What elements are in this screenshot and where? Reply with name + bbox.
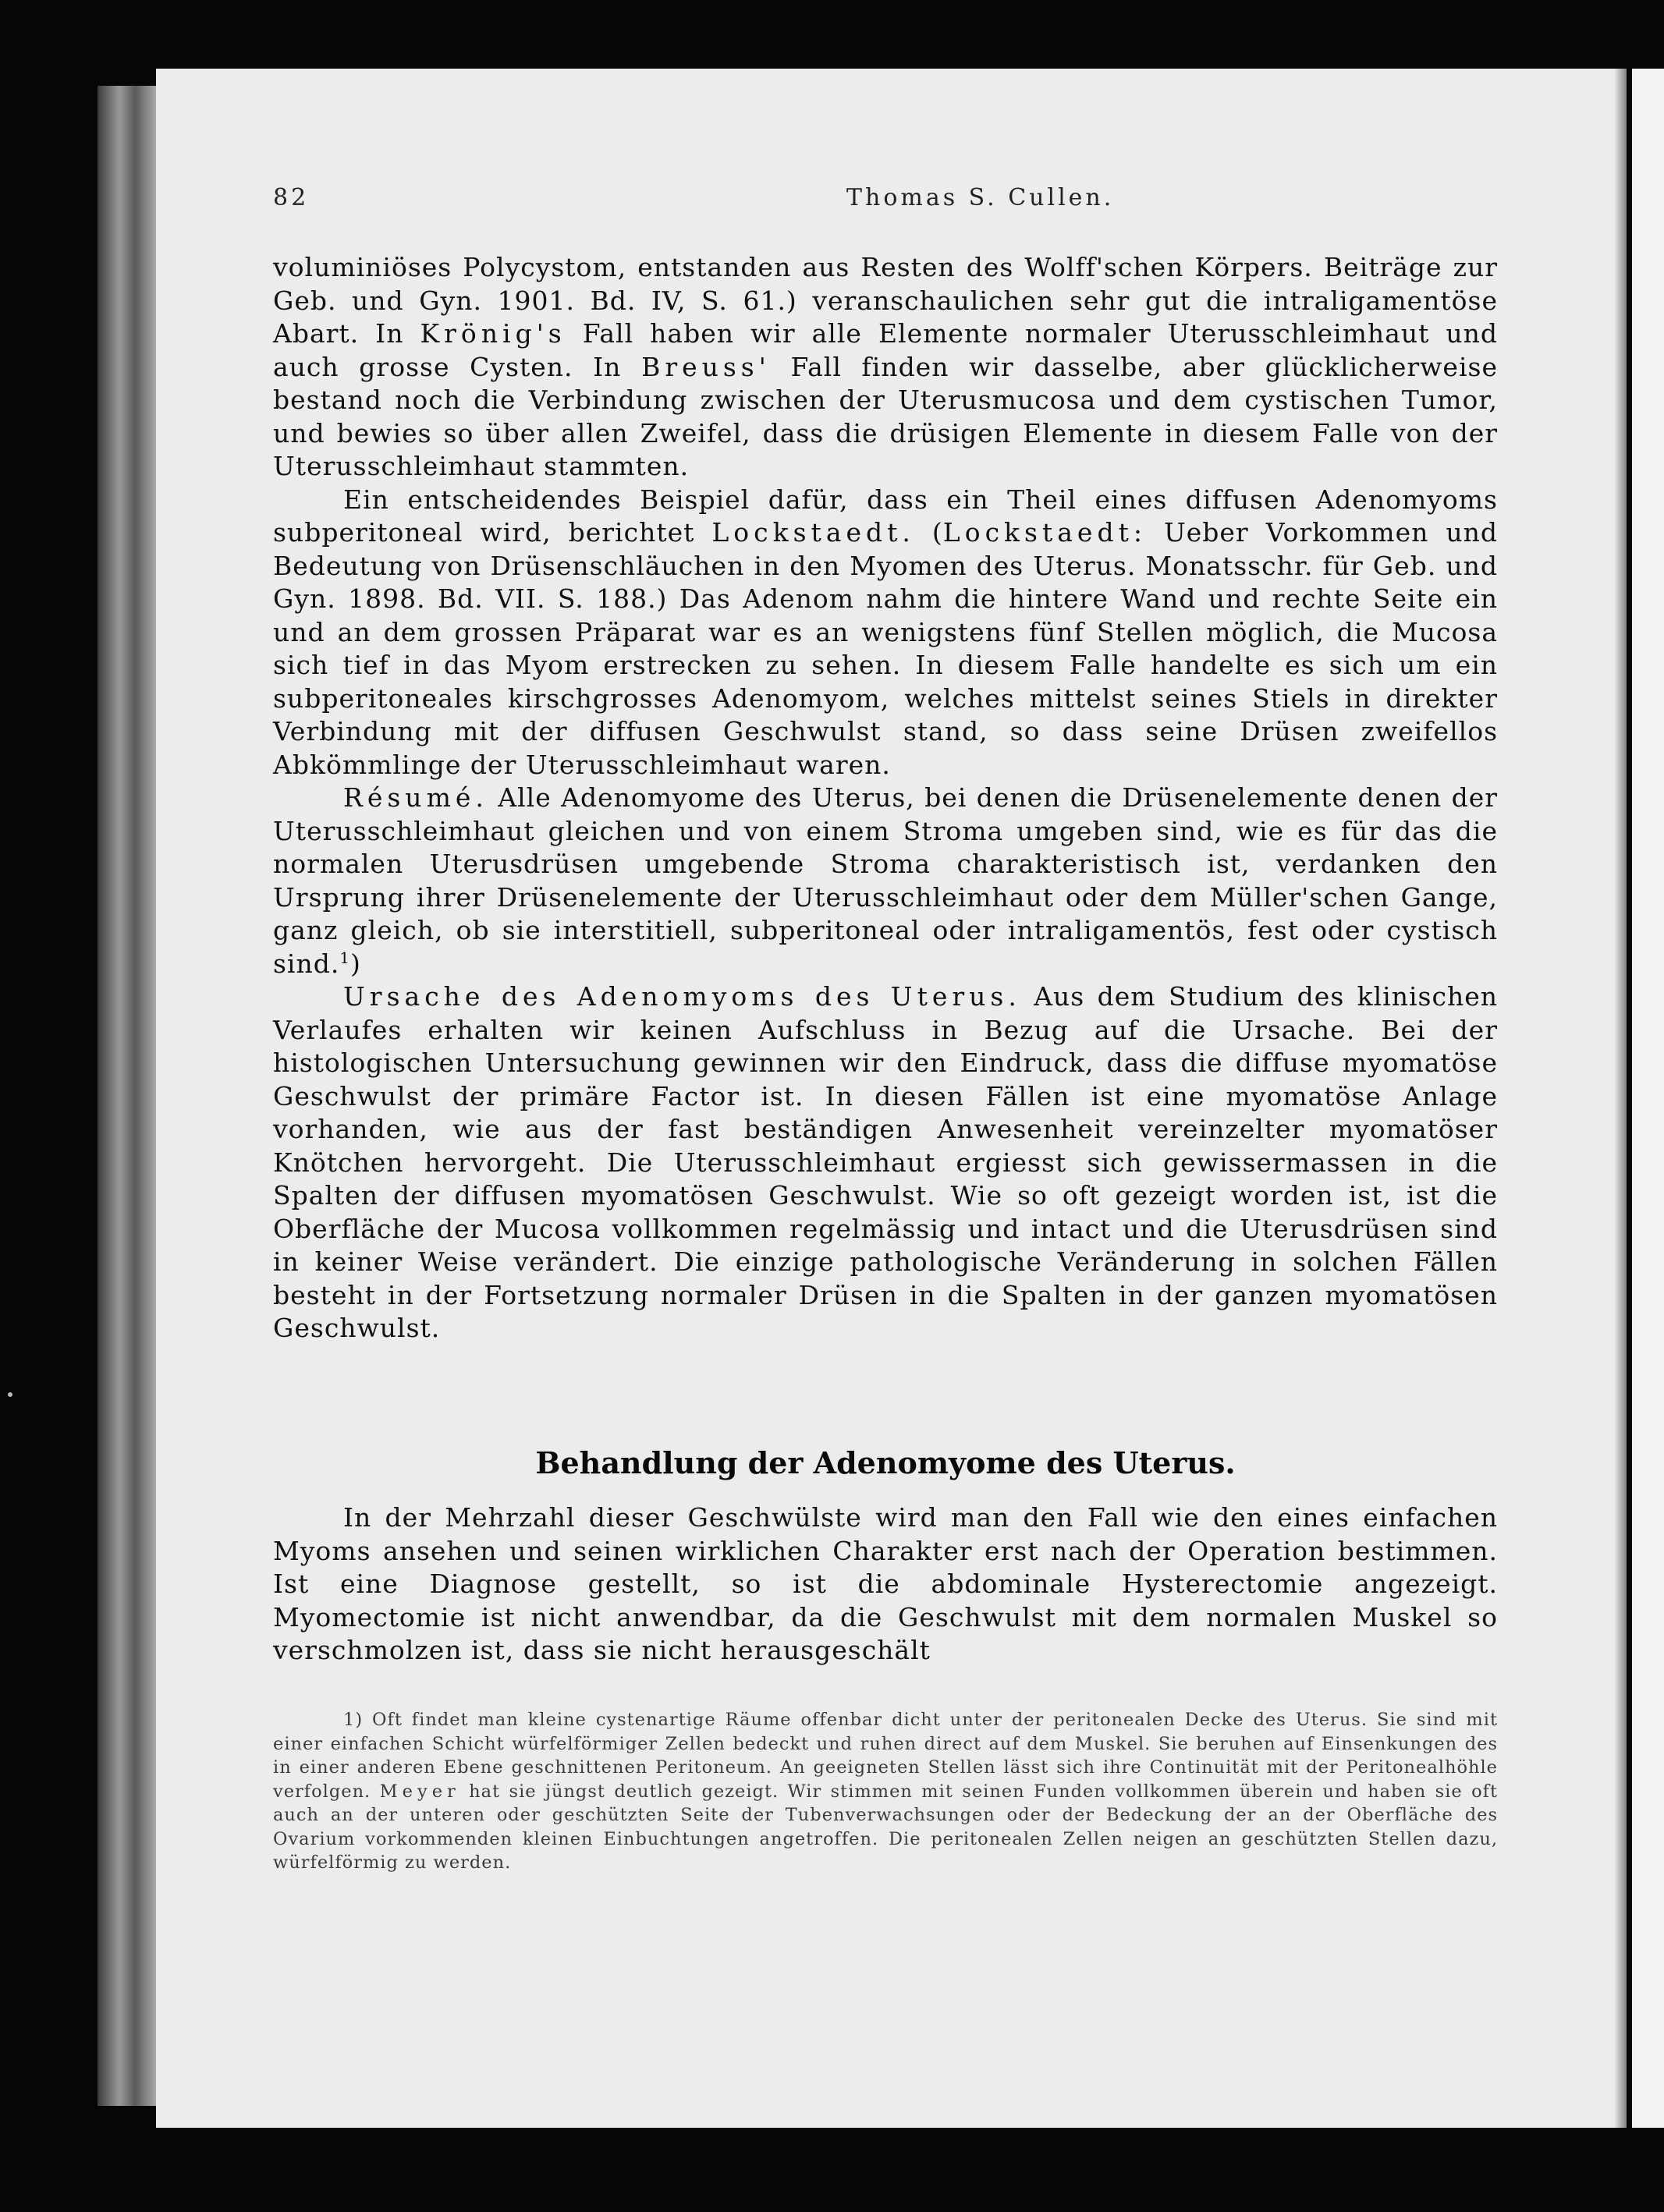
spaced-text: Breuss' (641, 351, 771, 382)
text-run: ) (349, 948, 361, 979)
text-run: Aus dem Studium des klinischen Verlaufes erhalten wir keinen Aufschluss in Bezug auf die Ursache. Bei der histologischen Untersuchung gewinnen wir den Eindruck, dass die diffuse myomatöse Geschwulst der primäre Factor ist. In diesen Fällen ist eine myomatöse Anlage vorhanden, wie aus der fast beständigen Anwesenheit vereinzelter myomatöser Knötchen hervorgeht. Die Uterusschleimhaut ergiesst sich gewissermassen in die Spalten der diffusen myomatösen Geschwulst. Wie so oft gezeigt worden ist, ist die Oberfläche der Mucosa vollkommen regelmässig und intact und die Uterusdrüsen sind in keiner Weise verändert. Die einzige pathologische Veränderung in solchen Fällen besteht in der Fortsetzung normaler Drüsen in die Spalten in der ganzen myomatösen Geschwulst. (273, 981, 1498, 1343)
text-run: Fall finden wir dasselbe, aber glücklicherweise bestand noch die Verbindung zwischen der Uterusmucosa und dem cystischen Tumor, und bewies so über allen Zweifel, dass die drüsigen Elemente in diesem Falle von der Uterusschleimhaut stammten. (273, 351, 1498, 481)
facing-page-edge (1632, 69, 1664, 2128)
text-run: voluminiöses Polycystom, entstanden aus Resten des Wolff'schen Körpers. Beiträge zur Geb. und Gyn. 1901. Bd. IV, S. 61.) veranschaulichen sehr gut die intraligamentöse Abart. In (273, 252, 1498, 349)
gutter-shadow (1614, 69, 1627, 2128)
running-title: Thomas S. Cullen. (846, 184, 1115, 211)
spaced-text: Lockstaedt. (711, 517, 915, 548)
spaced-text: Résumé. (343, 782, 488, 813)
spaced-text: Meyer (379, 1781, 460, 1802)
section-paragraph: In der Mehrzahl dieser Geschwülste wird man den Fall wie den eines einfachen Myoms ansehen und seinen wirklichen Charakter erst nach der Operation bestimmen. Ist eine Diagnose gestellt, so ist die abdominale Hysterectomie angezeigt. Myomectomie ist nicht anwendbar, da die Geschwulst mit dem normalen Muskel so verschmolzen ist, dass sie nicht herausgeschält (273, 1502, 1498, 1665)
page-number: 82 (273, 184, 310, 211)
body-text (273, 251, 1498, 1345)
spaced-text: Krönig's (420, 318, 566, 349)
footnote (273, 1708, 1498, 1875)
running-head (273, 184, 1498, 215)
footnote-paragraph (273, 1708, 1498, 1875)
text-run: ( (914, 517, 943, 548)
section-text (273, 1501, 1498, 1668)
section-heading: Behandlung der Adenomyome des Uterus. (535, 1445, 1236, 1480)
text-run: Ein entscheidendes Beispiel dafür, dass ein Theil eines diffusen Adenomyoms subperitoneal wird, berichtet (273, 484, 1498, 548)
spaced-text: Ursache des Adenomyoms des Uterus. (343, 981, 1021, 1012)
book-edge (98, 86, 160, 2106)
paragraph-p1 (273, 251, 1498, 484)
paragraph-p4 (273, 980, 1498, 1345)
text-run: Fall haben wir alle Elemente normaler Uterusschleimhaut und auch grosse Cysten. In (273, 318, 1498, 382)
text-run: 1) Oft findet man kleine cystenartige Räume offenbar dicht unter der peritonealen Decke des Uterus. Sie sind mit einer einfachen Schicht würfelförmiger Zellen bedeckt und ruhen direct auf dem Muskel. Sie beruhen auf Einsenkungen des in einer anderen Ebene geschnittenen Peritoneum. An geeigneten Stellen lässt sich ihre Continuität mit der Peritonealhöhle verfolgen. (273, 1710, 1498, 1802)
text-run: Alle Adenomyome des Uterus, bei denen die Drüsenelemente denen der Uterusschleimhaut gleichen und von einem Stroma umgeben sind, wie es für das die normalen Uterusdrüsen umgebende Stroma charakteristisch ist, verdanken den Ursprung ihrer Drüsenelemente der Uterusschleimhaut oder dem Müller'schen Gange, ganz gleich, ob sie interstitiell, subperitoneal oder intraligamentös, fest oder cystisch sind. (273, 782, 1498, 979)
text-run: Ueber Vorkommen und Bedeutung von Drüsenschläuchen in den Myomen des Uterus. Monatsschr. für Geb. und Gyn. 1898. Bd. VII. S. 188.) Das Adenom nahm die hintere Wand und rechte Seite ein und an dem grossen Präparat war es an wenigstens fünf Stellen möglich, die Mucosa sich tief in das Myom erstrecken zu sehen. In diesem Falle handelte es sich um ein subperitoneales kirschgrosses Adenomyom, welches mittelst seines Stiels in direkter Verbindung mit der diffusen Geschwulst stand, so dass seine Drüsen zweifellos Abkömmlinge der Uterusschleimhaut waren. (273, 517, 1498, 780)
text-run: hat sie jüngst deutlich gezeigt. Wir stimmen mit seinen Funden vollkommen überein und haben sie oft auch an der unteren oder geschützten Seite der Tubenverwachsungen oder der Bedeckung der an der Oberfläche des Ovarium vorkommenden kleinen Einbuchtungen angetroffen. Die peritonealen Zellen neigen an geschützten Stellen dazu, würfelförmig zu werden. (273, 1781, 1498, 1873)
spaced-text: Lockstaedt: (942, 517, 1147, 548)
dust-speck (8, 1392, 12, 1397)
paragraph-p3 (273, 782, 1498, 980)
footnote-ref: 1 (339, 948, 350, 967)
paragraph-p2 (273, 484, 1498, 782)
